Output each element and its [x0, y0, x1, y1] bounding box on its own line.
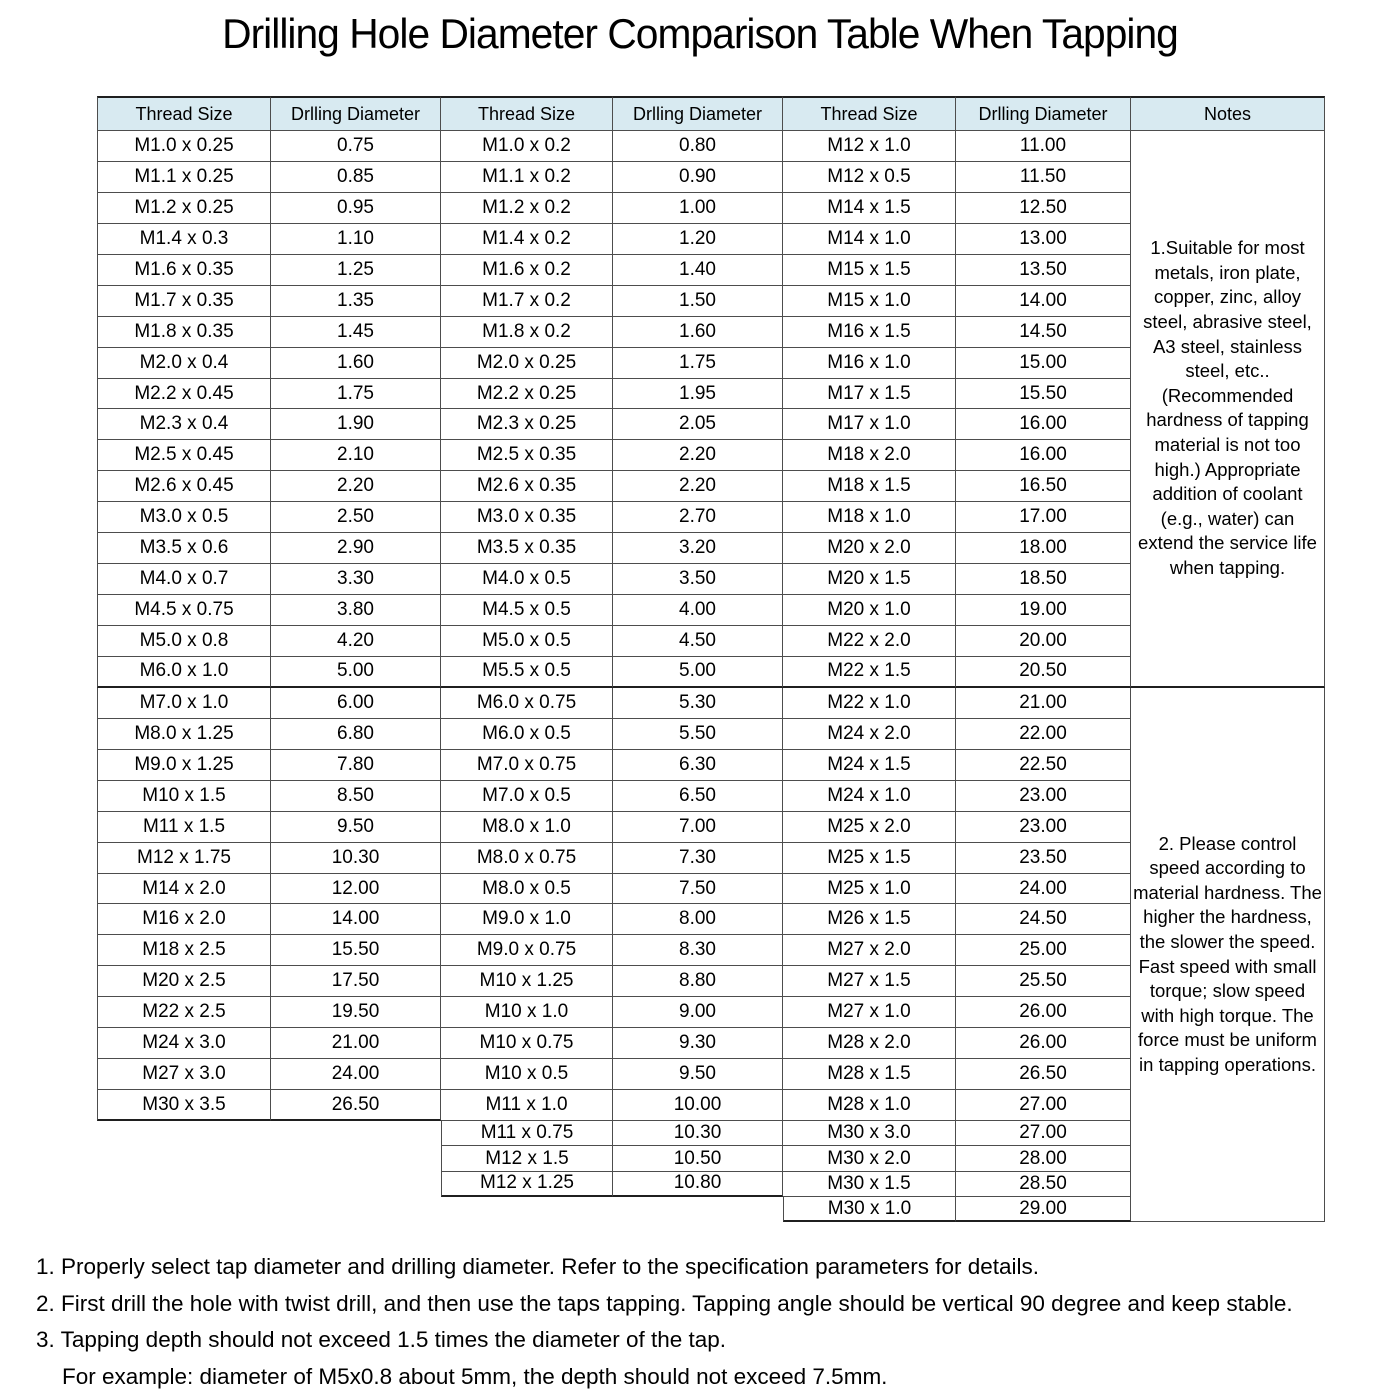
header-cell: Notes [1131, 96, 1325, 131]
drilling-diameter-cell: 5.00 [271, 657, 441, 688]
thread-size-cell: M11 x 1.5 [97, 812, 271, 843]
drilling-diameter-cell: 1.20 [613, 224, 783, 255]
drilling-diameter-cell: 23.00 [956, 812, 1131, 843]
drilling-diameter-cell: 21.00 [271, 1028, 441, 1059]
thread-size-cell: M18 x 2.5 [97, 935, 271, 966]
drilling-diameter-cell: 1.50 [613, 286, 783, 317]
thread-size-cell: M1.1 x 0.2 [441, 162, 613, 193]
thread-size-cell: M1.4 x 0.3 [97, 224, 271, 255]
drilling-diameter-cell: 1.35 [271, 286, 441, 317]
thread-size-cell: M12 x 1.5 [441, 1146, 613, 1171]
thread-size-cell: M2.3 x 0.25 [441, 409, 613, 440]
drilling-diameter-cell: 20.00 [956, 626, 1131, 657]
thread-size-cell: M6.0 x 1.0 [97, 657, 271, 688]
thread-size-cell: M3.5 x 0.6 [97, 533, 271, 564]
drilling-diameter-cell: 1.75 [613, 348, 783, 379]
drilling-diameter-cell: 1.60 [271, 348, 441, 379]
thread-size-cell: M1.6 x 0.2 [441, 255, 613, 286]
thread-size-cell: M2.5 x 0.35 [441, 440, 613, 471]
thread-size-cell: M3.5 x 0.35 [441, 533, 613, 564]
thread-size-cell: M25 x 1.5 [783, 843, 956, 874]
thread-size-cell: M9.0 x 1.0 [441, 904, 613, 935]
header-cell: Thread Size [783, 96, 956, 131]
drilling-diameter-cell: 23.50 [956, 843, 1131, 874]
drilling-diameter-cell: 8.50 [271, 781, 441, 812]
thread-size-cell: M18 x 2.0 [783, 440, 956, 471]
drilling-diameter-cell: 5.00 [613, 657, 783, 688]
drilling-diameter-cell: 1.40 [613, 255, 783, 286]
thread-size-cell: M14 x 1.5 [783, 193, 956, 224]
drilling-diameter-cell: 3.50 [613, 564, 783, 595]
thread-size-cell: M2.3 x 0.4 [97, 409, 271, 440]
thread-size-cell: M1.2 x 0.2 [441, 193, 613, 224]
drilling-diameter-cell: 2.05 [613, 409, 783, 440]
thread-size-cell: M1.2 x 0.25 [97, 193, 271, 224]
thread-size-cell: M1.6 x 0.35 [97, 255, 271, 286]
drilling-diameter-cell: 19.50 [271, 997, 441, 1028]
thread-size-cell: M4.0 x 0.7 [97, 564, 271, 595]
footnote-line-1: 1. Properly select tap diameter and drilling diameter. Refer to the specification parameters for details. [36, 1254, 1039, 1279]
thread-size-cell: M14 x 2.0 [97, 874, 271, 905]
drilling-diameter-cell: 11.50 [956, 162, 1131, 193]
drilling-diameter-cell: 0.90 [613, 162, 783, 193]
footnote-line-2: 2. First drill the hole with twist drill, and then use the taps tapping. Tapping angle should be vertical 90 degree and keep stable. [36, 1290, 1293, 1316]
thread-size-cell: M5.5 x 0.5 [441, 657, 613, 688]
thread-size-cell: M16 x 1.5 [783, 317, 956, 348]
thread-size-cell: M7.0 x 0.5 [441, 781, 613, 812]
drilling-diameter-cell: 8.80 [613, 966, 783, 997]
drilling-diameter-cell: 4.50 [613, 626, 783, 657]
drilling-diameter-cell: 8.00 [613, 904, 783, 935]
drilling-diameter-cell: 7.30 [613, 843, 783, 874]
drilling-diameter-cell: 22.50 [956, 750, 1131, 781]
thread-size-cell: M4.5 x 0.75 [97, 595, 271, 626]
thread-size-cell: M27 x 2.0 [783, 935, 956, 966]
thread-size-cell: M12 x 1.75 [97, 843, 271, 874]
drilling-diameter-cell: 10.50 [613, 1146, 783, 1171]
thread-size-cell: M1.0 x 0.25 [97, 131, 271, 162]
thread-size-cell: M5.0 x 0.8 [97, 626, 271, 657]
thread-size-cell: M6.0 x 0.75 [441, 688, 613, 719]
footnotes [36, 1249, 1376, 1395]
thread-size-cell: M4.5 x 0.5 [441, 595, 613, 626]
drilling-diameter-cell: 21.00 [956, 688, 1131, 719]
drilling-diameter-cell: 15.50 [271, 935, 441, 966]
drilling-diameter-cell: 23.00 [956, 781, 1131, 812]
header-cell: Thread Size [441, 96, 613, 131]
drilling-diameter-cell: 27.00 [956, 1121, 1131, 1146]
drilling-diameter-cell: 14.00 [956, 286, 1131, 317]
drilling-diameter-cell: 1.75 [271, 379, 441, 410]
thread-size-cell: M1.1 x 0.25 [97, 162, 271, 193]
thread-size-cell: M1.0 x 0.2 [441, 131, 613, 162]
thread-size-cell: M24 x 2.0 [783, 719, 956, 750]
thread-size-cell: M2.0 x 0.25 [441, 348, 613, 379]
drilling-diameter-cell: 6.50 [613, 781, 783, 812]
thread-size-cell: M1.7 x 0.35 [97, 286, 271, 317]
thread-size-cell: M16 x 2.0 [97, 904, 271, 935]
thread-size-cell: M17 x 1.5 [783, 379, 956, 410]
drilling-diameter-cell: 7.00 [613, 812, 783, 843]
drilling-diameter-cell: 10.00 [613, 1090, 783, 1121]
thread-size-cell: M30 x 1.0 [783, 1197, 956, 1222]
header-cell: Drlling Diameter [271, 96, 441, 131]
drilling-diameter-cell: 6.80 [271, 719, 441, 750]
thread-size-cell: M3.0 x 0.35 [441, 502, 613, 533]
thread-size-cell: M3.0 x 0.5 [97, 502, 271, 533]
header-cell: Thread Size [97, 96, 271, 131]
thread-size-cell: M8.0 x 1.25 [97, 719, 271, 750]
drilling-diameter-cell: 10.80 [613, 1172, 783, 1197]
thread-size-cell: M28 x 2.0 [783, 1028, 956, 1059]
drilling-diameter-cell: 6.00 [271, 688, 441, 719]
drilling-diameter-cell: 24.00 [956, 874, 1131, 905]
drilling-diameter-cell: 14.00 [271, 904, 441, 935]
thread-size-cell: M20 x 1.0 [783, 595, 956, 626]
thread-size-cell: M8.0 x 0.75 [441, 843, 613, 874]
drilling-diameter-cell: 4.00 [613, 595, 783, 626]
thread-size-cell: M22 x 2.0 [783, 626, 956, 657]
thread-size-cell: M2.5 x 0.45 [97, 440, 271, 471]
thread-size-cell: M8.0 x 0.5 [441, 874, 613, 905]
drilling-diameter-cell: 19.00 [956, 595, 1131, 626]
thread-size-cell: M15 x 1.0 [783, 286, 956, 317]
drilling-diameter-cell: 26.00 [956, 1028, 1131, 1059]
page-title: Drilling Hole Diameter Comparison Table When Tapping [222, 10, 1178, 57]
drilling-diameter-cell: 22.00 [956, 719, 1131, 750]
drilling-diameter-cell: 24.50 [956, 904, 1131, 935]
thread-size-cell: M15 x 1.5 [783, 255, 956, 286]
drilling-diameter-cell: 16.50 [956, 471, 1131, 502]
drilling-diameter-cell: 2.90 [271, 533, 441, 564]
thread-size-cell: M7.0 x 0.75 [441, 750, 613, 781]
thread-size-cell: M27 x 1.0 [783, 997, 956, 1028]
drilling-diameter-cell: 1.25 [271, 255, 441, 286]
drilling-diameter-cell: 16.00 [956, 440, 1131, 471]
drilling-diameter-cell: 1.45 [271, 317, 441, 348]
drilling-diameter-cell: 1.95 [613, 379, 783, 410]
thread-size-cell: M2.2 x 0.45 [97, 379, 271, 410]
thread-size-cell: M24 x 3.0 [97, 1028, 271, 1059]
drilling-diameter-cell: 1.90 [271, 409, 441, 440]
drilling-diameter-cell: 24.00 [271, 1059, 441, 1090]
thread-size-cell: M28 x 1.5 [783, 1059, 956, 1090]
drilling-diameter-cell: 6.30 [613, 750, 783, 781]
thread-size-cell: M7.0 x 1.0 [97, 688, 271, 719]
thread-size-cell: M2.6 x 0.35 [441, 471, 613, 502]
drilling-diameter-cell: 7.80 [271, 750, 441, 781]
notes-cell-1: 1.Suitable for most metals, iron plate, copper, zinc, alloy steel, abrasive steel, A3 steel, stainless steel, etc..(Recommended hardness of tapping material is not too high.) Appropriate addition of coolant (e.g., water) can extend the service life when tapping. [1131, 131, 1325, 688]
thread-size-cell: M2.2 x 0.25 [441, 379, 613, 410]
drilling-diameter-cell: 0.75 [271, 131, 441, 162]
comparison-table [97, 96, 1325, 1222]
thread-size-cell: M20 x 2.0 [783, 533, 956, 564]
drilling-diameter-cell: 28.50 [956, 1172, 1131, 1197]
drilling-diameter-cell: 10.30 [271, 843, 441, 874]
thread-size-cell: M1.7 x 0.2 [441, 286, 613, 317]
thread-size-cell: M25 x 1.0 [783, 874, 956, 905]
drilling-diameter-cell: 18.50 [956, 564, 1131, 595]
drilling-diameter-cell: 9.50 [271, 812, 441, 843]
footnote-line-4: For example: diameter of M5x0.8 about 5mm, the depth should not exceed 7.5mm. [62, 1363, 888, 1389]
thread-size-cell: M22 x 1.5 [783, 657, 956, 688]
thread-size-cell: M30 x 3.0 [783, 1121, 956, 1146]
thread-size-cell: M12 x 0.5 [783, 162, 956, 193]
thread-size-cell: M22 x 1.0 [783, 688, 956, 719]
drilling-diameter-cell: 0.80 [613, 131, 783, 162]
thread-size-cell: M27 x 3.0 [97, 1059, 271, 1090]
thread-size-cell: M1.8 x 0.35 [97, 317, 271, 348]
drilling-diameter-cell: 4.20 [271, 626, 441, 657]
drilling-diameter-cell: 10.30 [613, 1121, 783, 1146]
thread-size-cell: M10 x 1.0 [441, 997, 613, 1028]
drilling-diameter-cell: 5.50 [613, 719, 783, 750]
thread-size-cell: M11 x 1.0 [441, 1090, 613, 1121]
thread-size-cell: M1.4 x 0.2 [441, 224, 613, 255]
thread-size-cell: M14 x 1.0 [783, 224, 956, 255]
drilling-diameter-cell: 2.10 [271, 440, 441, 471]
thread-size-cell: M2.0 x 0.4 [97, 348, 271, 379]
drilling-diameter-cell: 11.00 [956, 131, 1131, 162]
drilling-diameter-cell: 28.00 [956, 1146, 1131, 1171]
thread-size-cell: M1.8 x 0.2 [441, 317, 613, 348]
thread-size-cell: M30 x 3.5 [97, 1090, 271, 1121]
thread-size-cell: M16 x 1.0 [783, 348, 956, 379]
thread-size-cell: M17 x 1.0 [783, 409, 956, 440]
drilling-diameter-cell: 0.85 [271, 162, 441, 193]
header-cell: Drlling Diameter [956, 96, 1131, 131]
thread-size-cell: M12 x 1.25 [441, 1172, 613, 1197]
thread-size-cell: M24 x 1.0 [783, 781, 956, 812]
drilling-diameter-cell: 29.00 [956, 1197, 1131, 1222]
drilling-diameter-cell: 2.20 [613, 471, 783, 502]
drilling-diameter-cell: 12.50 [956, 193, 1131, 224]
drilling-diameter-cell: 2.20 [613, 440, 783, 471]
thread-size-cell: M28 x 1.0 [783, 1090, 956, 1121]
drilling-diameter-cell: 7.50 [613, 874, 783, 905]
drilling-diameter-cell: 17.50 [271, 966, 441, 997]
thread-size-cell: M20 x 2.5 [97, 966, 271, 997]
thread-size-cell: M10 x 0.75 [441, 1028, 613, 1059]
thread-size-cell: M6.0 x 0.5 [441, 719, 613, 750]
drilling-diameter-cell: 12.00 [271, 874, 441, 905]
thread-size-cell: M9.0 x 0.75 [441, 935, 613, 966]
drilling-diameter-cell: 14.50 [956, 317, 1131, 348]
drilling-diameter-cell: 1.00 [613, 193, 783, 224]
drilling-diameter-cell: 17.00 [956, 502, 1131, 533]
drilling-diameter-cell: 2.50 [271, 502, 441, 533]
thread-size-cell: M22 x 2.5 [97, 997, 271, 1028]
thread-size-cell: M30 x 1.5 [783, 1172, 956, 1197]
thread-size-cell: M18 x 1.0 [783, 502, 956, 533]
drilling-diameter-cell: 3.30 [271, 564, 441, 595]
thread-size-cell: M26 x 1.5 [783, 904, 956, 935]
thread-size-cell: M10 x 1.5 [97, 781, 271, 812]
drilling-diameter-cell: 13.00 [956, 224, 1131, 255]
drilling-diameter-cell: 1.60 [613, 317, 783, 348]
drilling-diameter-cell: 0.95 [271, 193, 441, 224]
thread-size-cell: M20 x 1.5 [783, 564, 956, 595]
thread-size-cell: M5.0 x 0.5 [441, 626, 613, 657]
drilling-diameter-cell: 27.00 [956, 1090, 1131, 1121]
drilling-diameter-cell: 20.50 [956, 657, 1131, 688]
drilling-diameter-cell: 15.50 [956, 379, 1131, 410]
thread-size-cell: M30 x 2.0 [783, 1146, 956, 1171]
drilling-diameter-cell: 2.20 [271, 471, 441, 502]
drilling-diameter-cell: 9.30 [613, 1028, 783, 1059]
drilling-diameter-cell: 8.30 [613, 935, 783, 966]
header-cell: Drlling Diameter [613, 96, 783, 131]
thread-size-cell: M27 x 1.5 [783, 966, 956, 997]
drilling-diameter-cell: 13.50 [956, 255, 1131, 286]
thread-size-cell: M12 x 1.0 [783, 131, 956, 162]
drilling-diameter-cell: 3.80 [271, 595, 441, 626]
thread-size-cell: M24 x 1.5 [783, 750, 956, 781]
drilling-diameter-cell: 25.00 [956, 935, 1131, 966]
thread-size-cell: M10 x 0.5 [441, 1059, 613, 1090]
drilling-diameter-cell: 25.50 [956, 966, 1131, 997]
thread-size-cell: M18 x 1.5 [783, 471, 956, 502]
drilling-diameter-cell: 1.10 [271, 224, 441, 255]
drilling-diameter-cell: 26.50 [956, 1059, 1131, 1090]
drilling-diameter-cell: 18.00 [956, 533, 1131, 564]
notes-cell-2: 2. Please control speed according to material hardness. The higher the hardness, the slower the speed. Fast speed with small torque; slow speed with high torque. The force must be uniform in tapping operations. [1131, 688, 1325, 1223]
thread-size-cell: M9.0 x 1.25 [97, 750, 271, 781]
drilling-diameter-cell: 16.00 [956, 409, 1131, 440]
thread-size-cell: M4.0 x 0.5 [441, 564, 613, 595]
drilling-diameter-cell: 3.20 [613, 533, 783, 564]
drilling-diameter-cell: 9.50 [613, 1059, 783, 1090]
thread-size-cell: M8.0 x 1.0 [441, 812, 613, 843]
thread-size-cell: M11 x 0.75 [441, 1121, 613, 1146]
drilling-diameter-cell: 26.00 [956, 997, 1131, 1028]
thread-size-cell: M25 x 2.0 [783, 812, 956, 843]
thread-size-cell: M2.6 x 0.45 [97, 471, 271, 502]
drilling-diameter-cell: 9.00 [613, 997, 783, 1028]
drilling-diameter-cell: 2.70 [613, 502, 783, 533]
footnote-line-3: 3. Tapping depth should not exceed 1.5 times the diameter of the tap. [36, 1327, 727, 1352]
drilling-diameter-cell: 26.50 [271, 1090, 441, 1121]
drilling-diameter-cell: 15.00 [956, 348, 1131, 379]
drilling-diameter-cell: 5.30 [613, 688, 783, 719]
thread-size-cell: M10 x 1.25 [441, 966, 613, 997]
